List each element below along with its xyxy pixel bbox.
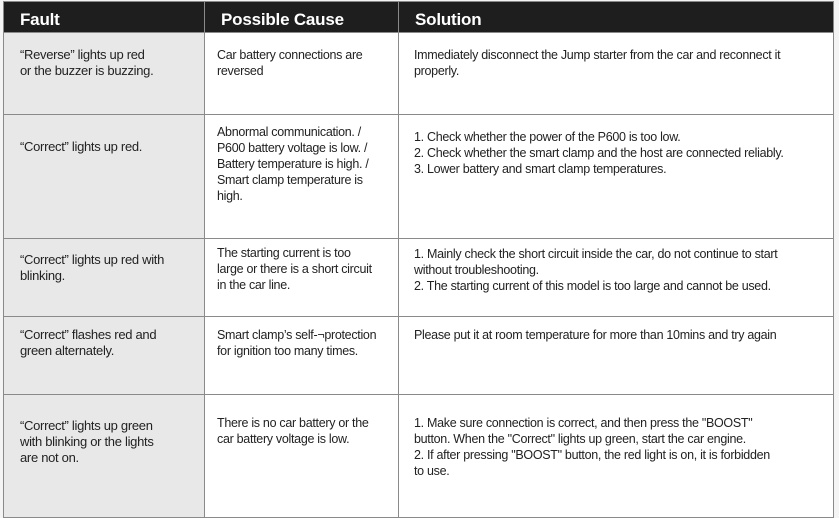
solution-cell: 1. Check whether the power of the P600 is too low. 2. Check whether the smart clamp and the host are connected reliably. 3. Lower battery and smart clamp temperatures.: [399, 115, 834, 239]
header-solution: Solution: [399, 2, 834, 33]
fault-cell: “Correct” lights up red with blinking.: [4, 239, 205, 317]
fault-cell: “Reverse” lights up red or the buzzer is buzzing.: [4, 33, 205, 115]
cause-cell: Abnormal communication. / P600 battery voltage is low. / Battery temperature is high. / Smart clamp temperature is high.: [205, 115, 399, 239]
table-row: [4, 317, 834, 395]
solution-cell: Immediately disconnect the Jump starter from the car and reconnect it properly.: [399, 33, 834, 115]
cause-cell: Car battery connections are reversed: [205, 33, 399, 115]
fault-cell: “Correct” lights up green with blinking or the lights are not on.: [4, 395, 205, 518]
table-row: [4, 239, 834, 317]
fault-cell: “Correct” lights up red.: [4, 115, 205, 239]
cause-cell: The starting current is too large or there is a short circuit in the car line.: [205, 239, 399, 317]
cause-cell: Smart clamp’s self-¬protection for ignition too many times.: [205, 317, 399, 395]
header-possible-cause: Possible Cause: [205, 2, 399, 33]
cause-cell: There is no car battery or the car battery voltage is low.: [205, 395, 399, 518]
solution-cell: 1. Mainly check the short circuit inside the car, do not continue to start without troubleshooting. 2. The starting current of this model is too large and cannot be used.: [399, 239, 834, 317]
table-row: [4, 115, 834, 239]
header-row: [4, 2, 834, 33]
table-row: [4, 33, 834, 115]
table-row: [4, 395, 834, 518]
solution-cell: Please put it at room temperature for more than 10mins and try again: [399, 317, 834, 395]
troubleshooting-table: [3, 1, 834, 518]
fault-cell: “Correct” flashes red and green alternately.: [4, 317, 205, 395]
header-fault: Fault: [4, 2, 205, 33]
solution-cell: 1. Make sure connection is correct, and then press the "BOOST" button. When the "Correct" lights up green, start the car engine. 2. If after pressing "BOOST" button, the red light is on, it is forbidden to use.: [399, 395, 834, 518]
